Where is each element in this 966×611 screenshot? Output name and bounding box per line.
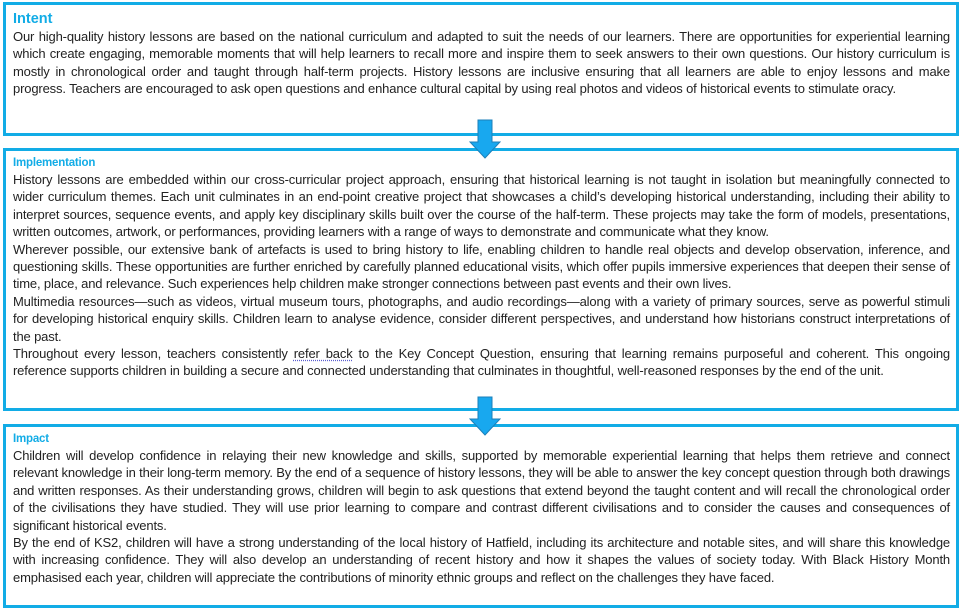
implementation-paragraph-2: Wherever possible, our extensive bank of artefacts is used to bring history to life, enabling children to handle real objects and develop observation, inference, and questioning skills. These opportunities are further enriched by carefully planned educational visits, which offer pupils immersive experiences that deepen their sense of time, place, and relevance. Such experiences help children make stronger connections between past events and their own lives. [13, 241, 950, 292]
arrow-down-shape [470, 120, 500, 158]
implementation-paragraph-4 [13, 345, 950, 380]
intent-section [3, 2, 959, 136]
implementation-paragraph-3: Multimedia resources—such as videos, virtual museum tours, photographs, and audio recordings—along with a variety of primary sources, serve as powerful stimuli for developing historical enquiry skills. Children learn to analyse evidence, consider different perspectives, and understand how historians construct interpretations of the past. [13, 293, 950, 344]
implementation-paragraph-4-end: to the Key Concept Question, ensuring that learning remains purposeful and coherent. This ongoing reference supports children in building a secure and connected understanding that culminates in thoughtful, well-reasoned responses by the end of the unit. [13, 346, 950, 379]
intent-paragraph: Our high-quality history lessons are based on the national curriculum and adapted to suit the needs of our learners. There are opportunities for experiential learning which create engaging, memorable moments that will help learners to recall more and inspire them to seek answers to their own questions. Our history curriculum is mostly in chronological order and taught through half-term projects. History lessons are inclusive ensuring that all learners are able to enjoy lessons and make progress. Teachers are encouraged to ask open questions and enhance cultural capital by using real photos and videos of historical events to stimulate oracy. [13, 29, 950, 97]
impact-heading: Impact [13, 433, 49, 445]
implementation-paragraph-4-start: Throughout every lesson, teachers consistently [13, 346, 294, 362]
impact-paragraph-2: By the end of KS2, children will have a strong understanding of the local history of Hatfield, including its architecture and notable sites, and will share this knowledge with increasing confidence. They will also develop an understanding of recent history and how it shapes the values of society today. With Black History Month emphasised each year, children will appreciate the contributions of minority ethnic groups and reflect on the challenges they have faced. [13, 535, 950, 585]
implementation-heading: Implementation [13, 157, 96, 169]
arrow-down-icon [469, 119, 501, 159]
impact-paragraph-1: Children will develop confidence in relaying their new knowledge and skills, supported by memorable experiential learning that helps them retrieve and connect relevant knowledge in their long-term memory. By the end of a sequence of history lessons, they will be able to answer the key concept question through both drawings and written responses. As their understanding grows, children will begin to ask questions that extend beyond the taught content and will recall the chronological order of the civilisations they have studied. They will use prior learning to compare and contrast different civilisations and to consider the causes and consequences of significant historical events. [13, 448, 950, 533]
implementation-section [3, 148, 959, 411]
intent-heading: Intent [13, 11, 53, 27]
grammar-flagged-phrase[interactable]: refer back [293, 346, 353, 362]
arrow-down-shape [470, 397, 500, 435]
implementation-paragraph-1: History lessons are embedded within our cross-curricular project approach, ensuring that historical learning is not taught in isolation but meaningfully connected to wider curriculum themes. Each unit culminates in an end-point creative project that showcases a child’s developing historical understanding, including their ability to interpret sources, sequence events, and apply key disciplinary skills built over the course of the half-term. These projects may take the form of models, presentations, written outcomes, artwork, or performances, providing learners with a range of ways to demonstrate and communicate what they know. [13, 172, 950, 240]
arrow-down-icon [469, 396, 501, 436]
impact-section [3, 424, 959, 608]
